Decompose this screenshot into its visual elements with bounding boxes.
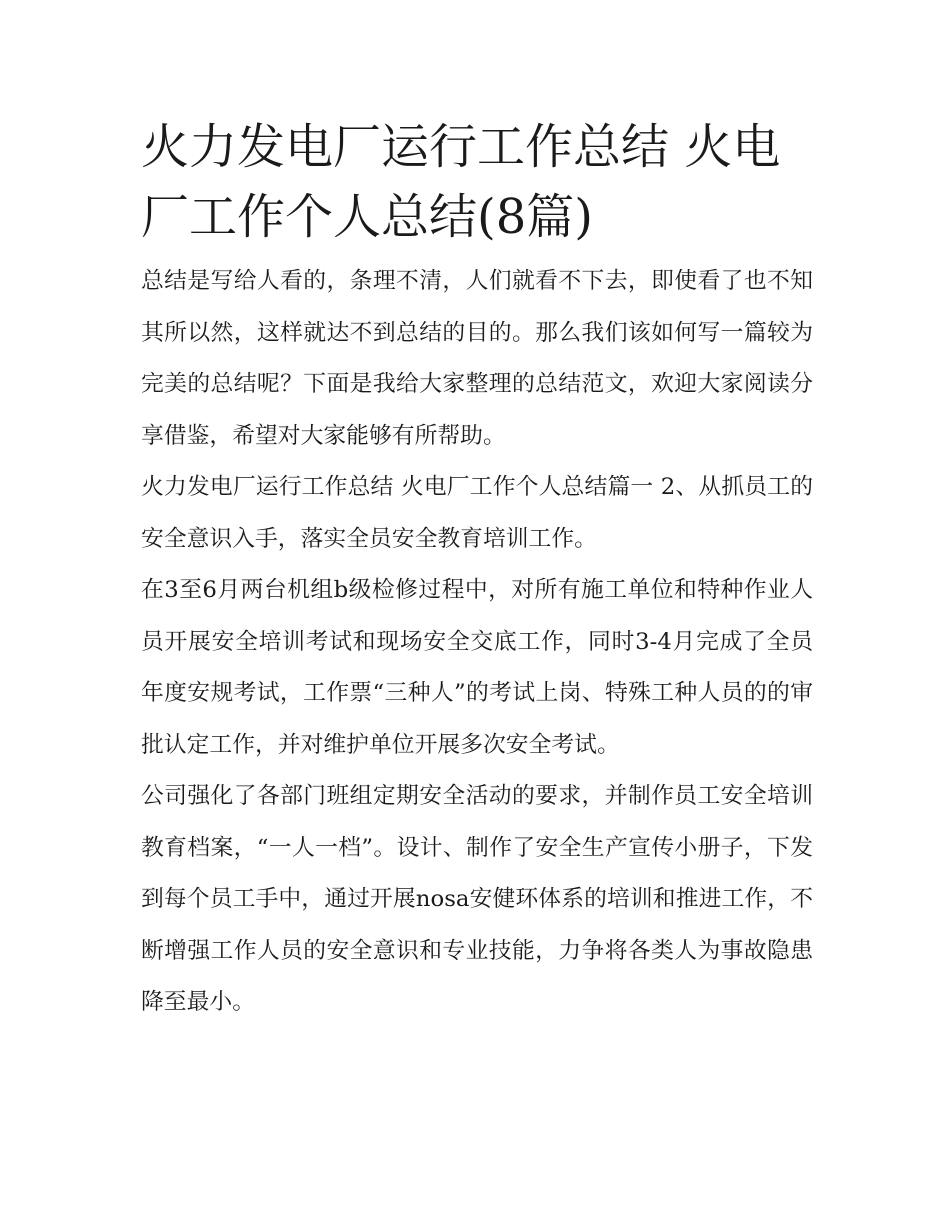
document-body [141,112,813,1029]
document-title: 火力发电厂运行工作总结 火电厂工作个人总结(8篇) [141,119,781,245]
paragraph-safety-activities: 公司强化了各部门班组定期安全活动的要求，并制作员工安全培训教育档案，“一人一档”。设计、制作了安全生产宣传小册子，下发到每个员工手中，通过开展nosa安健环体系的培训和推进工作，不断增强工作人员的安全意识和专业技能，力争将各类人为事故隐患降至最小。 [141,783,813,1015]
paragraph-section-one: 火力发电厂运行工作总结 火电厂工作个人总结篇一 2、从抓员工的安全意识入手，落实全员安全教育培训工作。 [141,474,813,552]
paragraph-training: 在3至6月两台机组b级检修过程中，对所有施工单位和特种作业人员开展安全培训考试和现场安全交底工作，同时3-4月完成了全员年度安规考试，工作票“三种人”的考试上岗、特殊工种人员的的审批认定工作，并对维护单位开展多次安全考试。 [141,577,813,758]
paragraph-intro: 总结是写给人看的，条理不清，人们就看不下去，即使看了也不知其所以然，这样就达不到总结的目的。那么我们该如何写一篇较为完美的总结呢？下面是我给大家整理的总结范文，欢迎大家阅读分享借鉴，希望对大家能够有所帮助。 [141,268,813,449]
